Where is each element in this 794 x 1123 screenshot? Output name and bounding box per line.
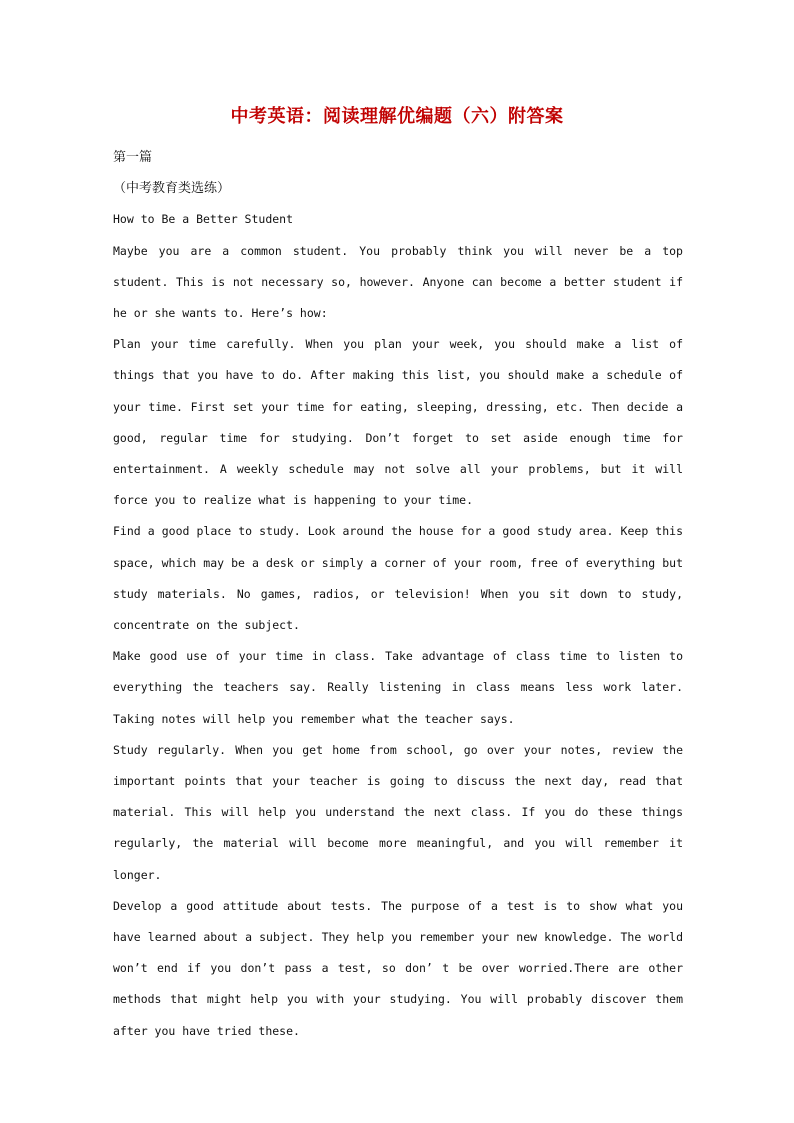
- section-label: 第一篇: [113, 150, 153, 165]
- document-title: 中考英语：阅读理解优编题（六）附答案: [230, 106, 564, 127]
- paragraph-intro: Maybe you are a common student. You probably think you will never be a top student. This is not necessary so, however. Anyone can become a better student if he or she wants to. Here’s how:: [113, 243, 683, 321]
- paragraph-study-place: Find a good place to study. Look around the house for a good study area. Keep this space, which may be a desk or simply a corner of your room, free of everything but study materials. No games, radios, or television! When you sit down to study, concentrate on the subject.: [113, 524, 683, 633]
- paragraph-class-time: Make good use of your time in class. Take advantage of class time to listen to everything the teachers say. Really listening in class means less work later. Taking notes will help you remember what the teacher says.: [113, 649, 683, 726]
- document-body: [113, 142, 683, 1047]
- paragraph-test-attitude: Develop a good attitude about tests. The purpose of a test is to show what you have learned about a subject. They help you remember your new knowledge. The world won’t end if you don’t pass a test, so don’ t be over worried.There are other methods that might help you with your studying. You will probably discover them after you have tried these.: [113, 898, 683, 1038]
- passage-title: How to Be a Better Student: [113, 212, 294, 227]
- paragraph-study-regularly: Study regularly. When you get home from school, go over your notes, review the important points that your teacher is going to discuss the next day, read that material. This will help you understand the next class. If you do these things regularly, the material will become more meaningful, and you will remember it longer.: [113, 742, 683, 882]
- paragraph-plan-time: Plan your time carefully. When you plan your week, you should make a list of things that you have to do. After making this list, you should make a schedule of your time. First set your time for eating, sleeping, dressing, etc. Then decide a good, regular time for studying. Don’t forget to set aside enough time for entertainment. A weekly schedule may not solve all your problems, but it will force you to realize what is happening to your time.: [113, 337, 683, 508]
- source-note: （中考教育类选练）: [113, 181, 231, 197]
